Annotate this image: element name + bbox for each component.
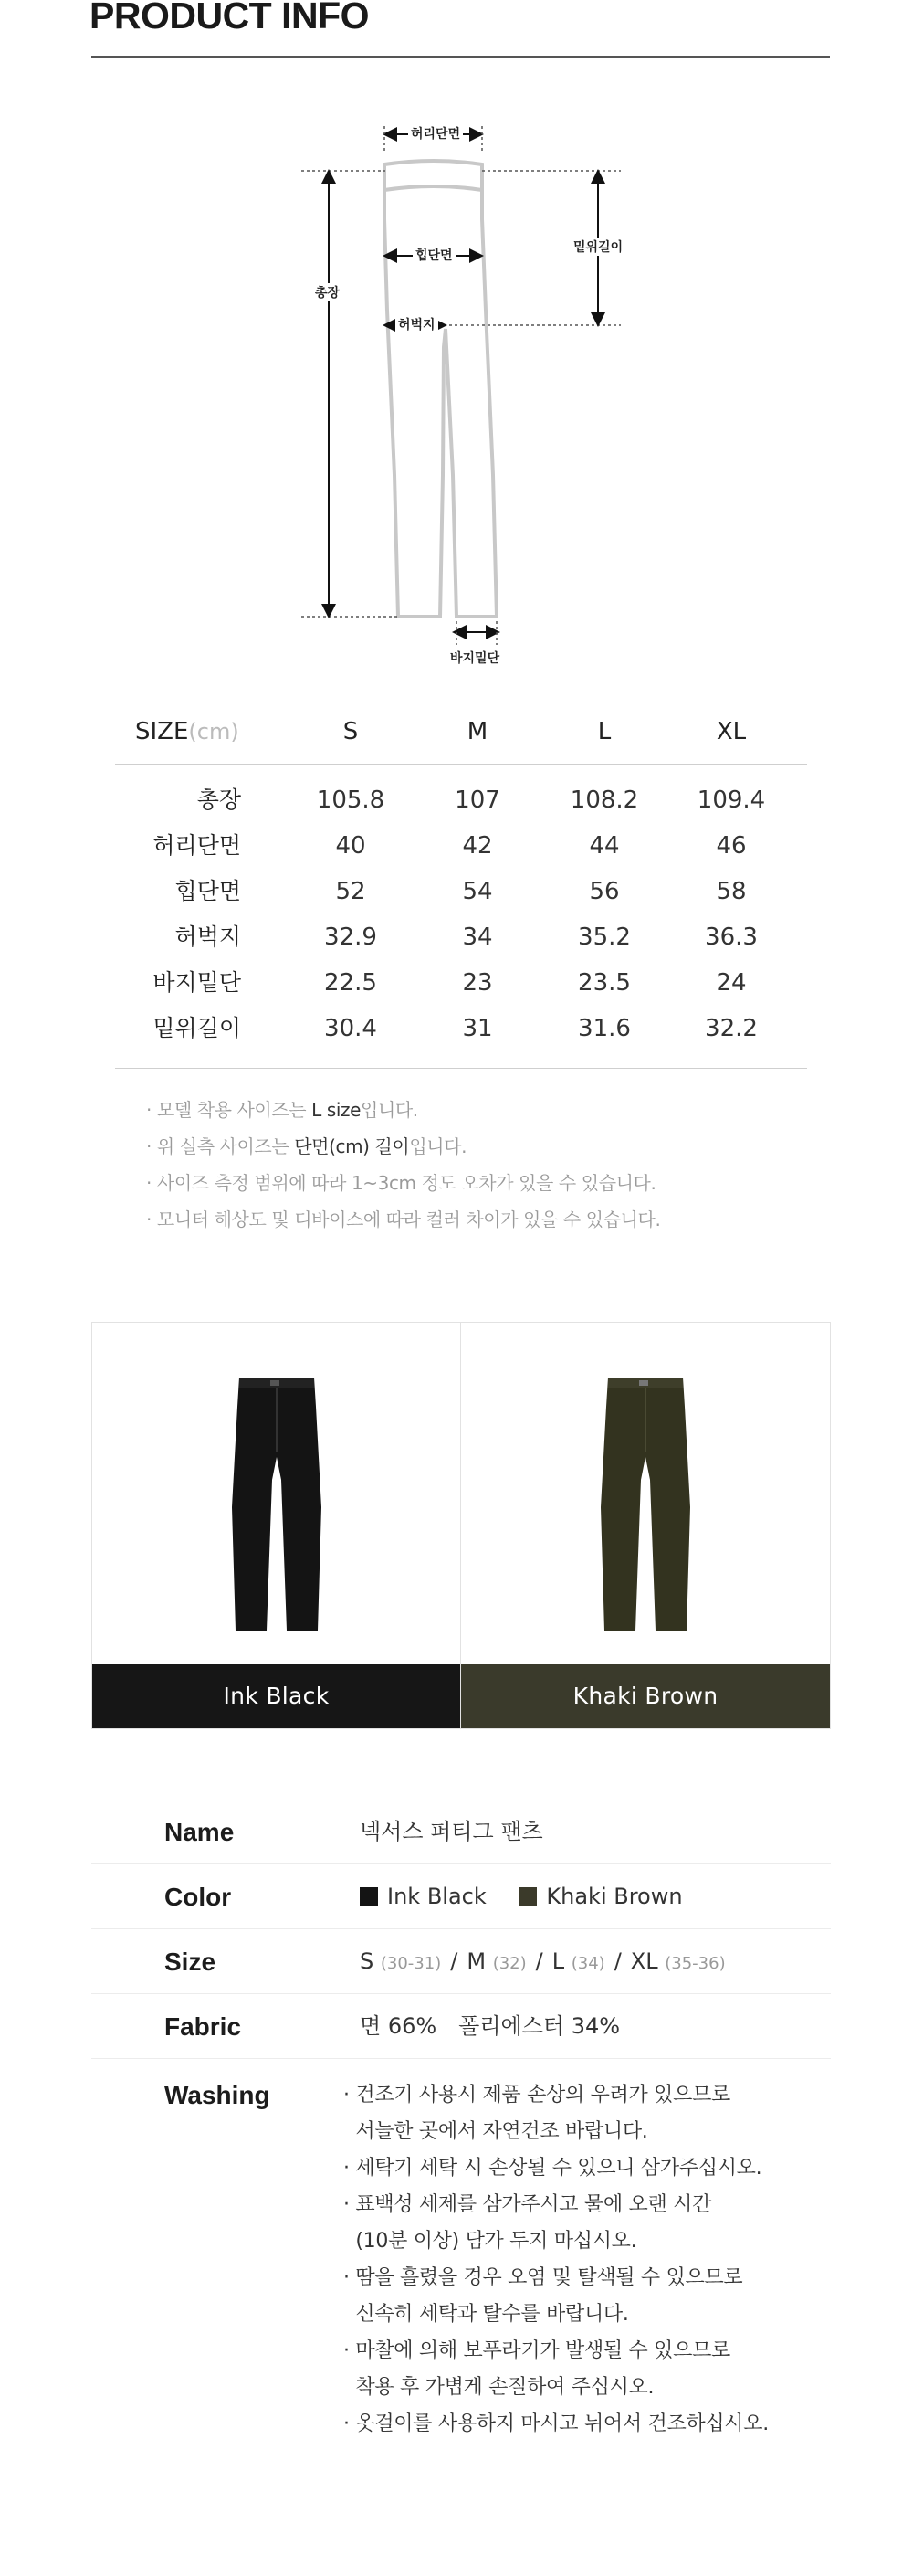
size-cell: 52 xyxy=(335,878,366,905)
size-cell: 44 xyxy=(589,832,620,860)
info-row-fabric xyxy=(91,1994,831,2059)
size-cell: 56 xyxy=(589,878,620,905)
color-name-ink-black: Ink Black xyxy=(387,1884,487,1909)
size-chart-row xyxy=(115,823,807,869)
size-cell: 40 xyxy=(335,832,366,860)
pants-outline-illustration xyxy=(274,110,657,676)
size-cell: 36.3 xyxy=(705,924,758,951)
info-value-name: 넥서스 퍼티그 팬츠 xyxy=(360,1819,543,1844)
size-cell: 108.2 xyxy=(570,787,639,814)
size-chart-row xyxy=(115,1006,807,1051)
color-name-khaki-brown: Khaki Brown xyxy=(546,1884,683,1909)
label-hip: 힙단면 xyxy=(413,246,456,264)
size-chart-header xyxy=(115,708,807,765)
size-chart-body xyxy=(115,765,807,1069)
size-cell: 24 xyxy=(716,969,747,997)
size-row-label: 허벅지 xyxy=(174,924,241,950)
size-cell: 109.4 xyxy=(697,787,766,814)
swatch-caption-ink-black: Ink Black xyxy=(92,1664,460,1728)
label-thigh: 허벅지 xyxy=(395,315,438,333)
washing-line: (10분 이상) 담가 두지 마십시오. xyxy=(343,2230,637,2253)
washing-line: · 옷걸이를 사용하지 마시고 뉘어서 건조하십시오. xyxy=(343,2412,769,2435)
info-key-name: Name xyxy=(164,1818,235,1846)
swatch-ink-black[interactable] xyxy=(92,1323,461,1728)
size-chart-row xyxy=(115,777,807,823)
size-cell: 31 xyxy=(462,1015,493,1042)
size-cell: 32.2 xyxy=(705,1015,758,1042)
measurement-diagram xyxy=(274,110,657,676)
size-row-label: 허리단면 xyxy=(152,832,241,859)
size-cell: 23 xyxy=(462,969,493,997)
size-cell: 32.9 xyxy=(324,924,377,951)
size-cell: 30.4 xyxy=(324,1015,377,1042)
size-chart-row xyxy=(115,914,807,960)
size-cell: 22.5 xyxy=(324,969,377,997)
swatch-caption-khaki-brown: Khaki Brown xyxy=(461,1664,830,1728)
info-value-fabric: 면 66% 폴리에스터 34% xyxy=(360,2013,621,2039)
info-value-color xyxy=(360,1864,683,1929)
info-value-size: S (30-31) / M (32) / L (34) / XL (35-36) xyxy=(360,1948,726,1974)
info-key-size: Size xyxy=(164,1948,216,1976)
washing-line: · 땀을 흘렸을 경우 오염 및 탈색될 수 있으므로 xyxy=(343,2266,743,2289)
size-cell: 31.6 xyxy=(578,1015,631,1042)
color-chip-ink-black xyxy=(360,1887,378,1906)
washing-line: · 세탁기 세탁 시 손상될 수 있으니 삼가주십시오. xyxy=(343,2157,762,2180)
pants-image-ink-black xyxy=(226,1370,327,1635)
label-rise: 밑위길이 xyxy=(571,238,625,256)
size-cell: 35.2 xyxy=(578,924,631,951)
washing-line: · 건조기 사용시 제품 손상의 우려가 있으므로 xyxy=(343,2084,730,2106)
size-chart-row xyxy=(115,960,807,1006)
washing-instructions xyxy=(343,2077,769,2443)
pants-image-khaki-brown xyxy=(595,1370,696,1635)
size-cell: 34 xyxy=(462,924,493,951)
info-row-color xyxy=(91,1864,831,1929)
size-row-label: 바지밑단 xyxy=(152,969,241,996)
size-col-m: M xyxy=(467,718,488,745)
size-note: · 모니터 해상도 및 디바이스에 따라 컬러 차이가 있을 수 있습니다. xyxy=(146,1209,661,1230)
washing-line: 착용 후 가볍게 손질하여 주십시오. xyxy=(343,2376,655,2399)
label-total-length: 총장 xyxy=(312,283,342,301)
size-chart-table xyxy=(115,708,807,1069)
size-cell: 58 xyxy=(716,878,747,905)
size-label: SIZE(cm) xyxy=(135,718,239,745)
product-info-table xyxy=(91,1800,831,2461)
label-hem: 바지밑단 xyxy=(447,649,502,667)
title-divider xyxy=(91,56,830,58)
washing-line: · 표백성 세제를 삼가주시고 물에 오랜 시간 xyxy=(343,2193,712,2216)
color-chip-khaki-brown xyxy=(519,1887,537,1906)
size-col-l: L xyxy=(597,718,612,745)
info-row-washing xyxy=(91,2059,831,2461)
size-note: · 사이즈 측정 범위에 따라 1~3cm 정도 오차가 있을 수 있습니다. xyxy=(146,1172,656,1194)
size-chart-row xyxy=(115,869,807,914)
size-col-xl: XL xyxy=(716,718,747,745)
size-cell: 23.5 xyxy=(578,969,631,997)
info-key-washing: Washing xyxy=(164,2081,270,2109)
size-row-label: 힙단면 xyxy=(174,878,241,904)
size-note: · 위 실측 사이즈는 단면(cm) 길이입니다. xyxy=(146,1135,467,1157)
size-note: · 모델 착용 사이즈는 L size입니다. xyxy=(146,1099,418,1121)
swatch-khaki-brown[interactable] xyxy=(461,1323,830,1728)
color-swatches xyxy=(91,1322,831,1729)
size-cell: 42 xyxy=(462,832,493,860)
label-waist: 허리단면 xyxy=(408,124,463,143)
size-cell: 54 xyxy=(462,878,493,905)
info-key-color: Color xyxy=(164,1883,232,1911)
size-notes xyxy=(146,1092,785,1238)
size-col-s: S xyxy=(342,718,359,745)
washing-line: 서늘한 곳에서 자연건조 바랍니다. xyxy=(343,2120,648,2143)
size-row-label: 총장 xyxy=(196,787,241,813)
size-cell: 107 xyxy=(455,787,500,814)
info-row-size xyxy=(91,1929,831,1994)
page-title: PRODUCT INFO xyxy=(89,0,370,37)
info-row-name xyxy=(91,1800,831,1864)
size-row-label: 밑위길이 xyxy=(152,1015,241,1041)
washing-line: 신속히 세탁과 탈수를 바랍니다. xyxy=(343,2303,629,2326)
info-key-fabric: Fabric xyxy=(164,2012,242,2041)
size-cell: 105.8 xyxy=(316,787,385,814)
size-cell: 46 xyxy=(716,832,747,860)
washing-line: · 마찰에 의해 보푸라기가 발생될 수 있으므로 xyxy=(343,2339,730,2362)
